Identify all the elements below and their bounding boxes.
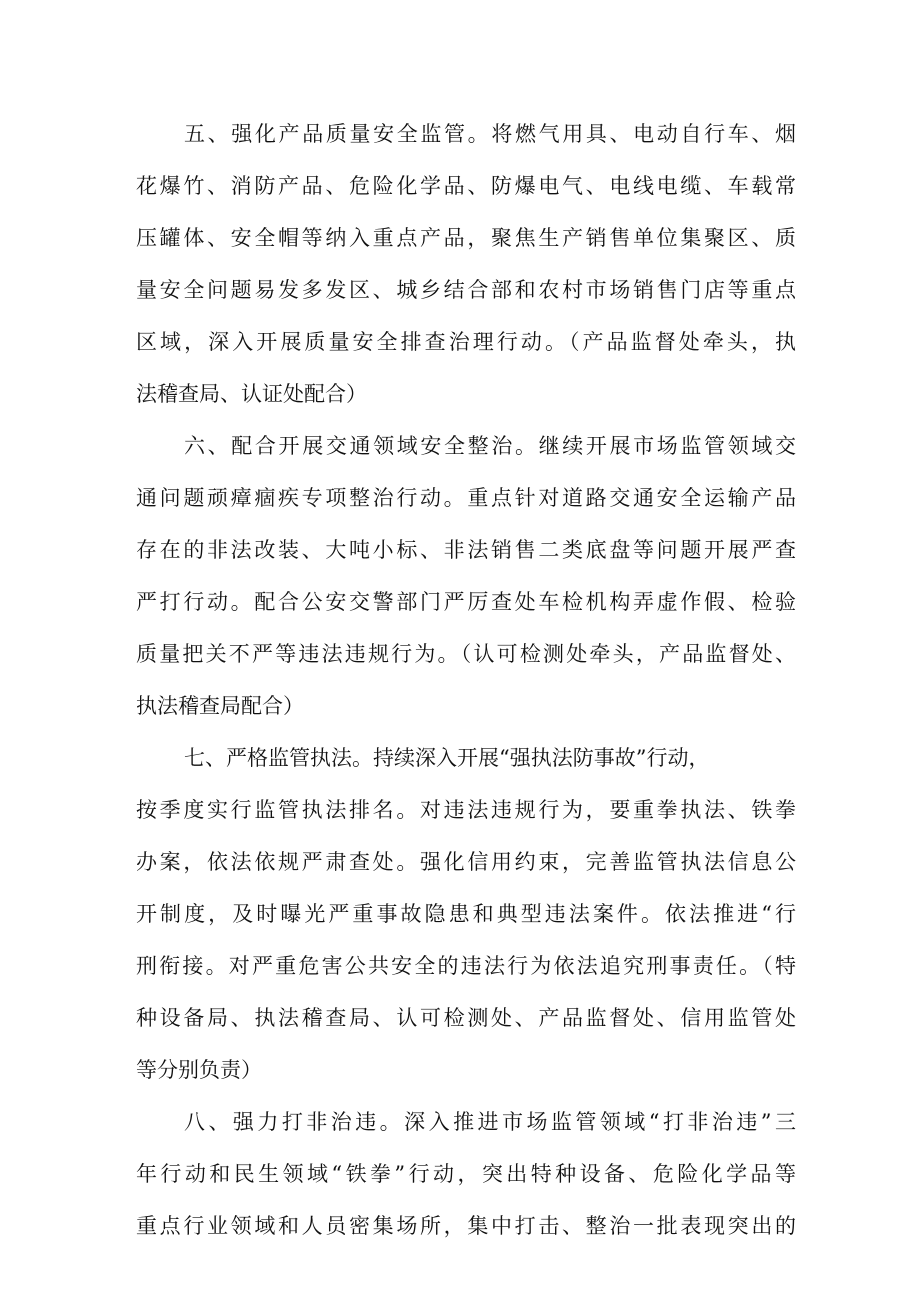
paragraph-line: 七、严格监管执法。持续深入开展“强执法防事故”行动，	[184, 746, 710, 770]
paragraph-5	[136, 108, 796, 420]
paragraph-line: 办案，依法依规严肃查处。强化信用约束，完善监管执法信息公	[136, 850, 796, 874]
paragraph-line: 执法稽查局配合）	[136, 694, 304, 718]
paragraph-line: 量安全问题易发多发区、城乡结合部和农村市场销售门店等重点	[136, 278, 796, 302]
paragraph-line: 等分别负责）	[136, 1058, 262, 1082]
paragraph-line: 五、强化产品质量安全监管。将燃气用具、电动自行车、烟	[184, 122, 796, 146]
paragraph-line: 八、强力打非治违。深入推进市场监管领域“打非治违”三	[184, 1110, 796, 1134]
paragraph-line: 花爆竹、消防产品、危险化学品、防爆电气、电线电缆、车载常	[136, 174, 796, 198]
paragraph-8	[136, 1096, 796, 1252]
paragraph-line: 重点行业领域和人员密集场所，集中打击、整治一批表现突出的	[136, 1214, 796, 1238]
paragraph-line: 存在的非法改装、大吨小标、非法销售二类底盘等问题开展严查	[136, 538, 796, 562]
paragraph-line: 按季度实行监管执法排名。对违法违规行为，要重拳执法、铁拳	[136, 798, 796, 822]
paragraph-line: 种设备局、执法稽查局、认可检测处、产品监督处、信用监管处	[136, 1006, 796, 1030]
paragraph-line: 刑衔接。对严重危害公共安全的违法行为依法追究刑事责任。（特	[136, 954, 796, 978]
paragraph-line: 区域，深入开展质量安全排查治理行动。（产品监督处牵头，执	[136, 330, 796, 354]
paragraph-line: 压罐体、安全帽等纳入重点产品，聚焦生产销售单位集聚区、质	[136, 226, 796, 250]
paragraph-line: 年行动和民生领域“铁拳”行动，突出特种设备、危险化学品等	[136, 1162, 796, 1186]
paragraph-7	[136, 732, 796, 1096]
paragraph-6	[136, 420, 796, 732]
paragraph-line: 质量把关不严等违法违规行为。（认可检测处牵头，产品监督处、	[136, 642, 796, 666]
paragraph-line: 六、配合开展交通领域安全整治。继续开展市场监管领域交	[184, 434, 796, 458]
paragraph-line: 通问题顽瘴痼疾专项整治行动。重点针对道路交通安全运输产品	[136, 486, 796, 510]
paragraph-line: 严打行动。配合公安交警部门严厉查处车检机构弄虚作假、检验	[136, 590, 796, 614]
paragraph-line: 开制度，及时曝光严重事故隐患和典型违法案件。依法推进“行	[136, 902, 796, 926]
paragraph-line: 法稽查局、认证处配合）	[136, 382, 367, 406]
document-body	[136, 108, 796, 1252]
